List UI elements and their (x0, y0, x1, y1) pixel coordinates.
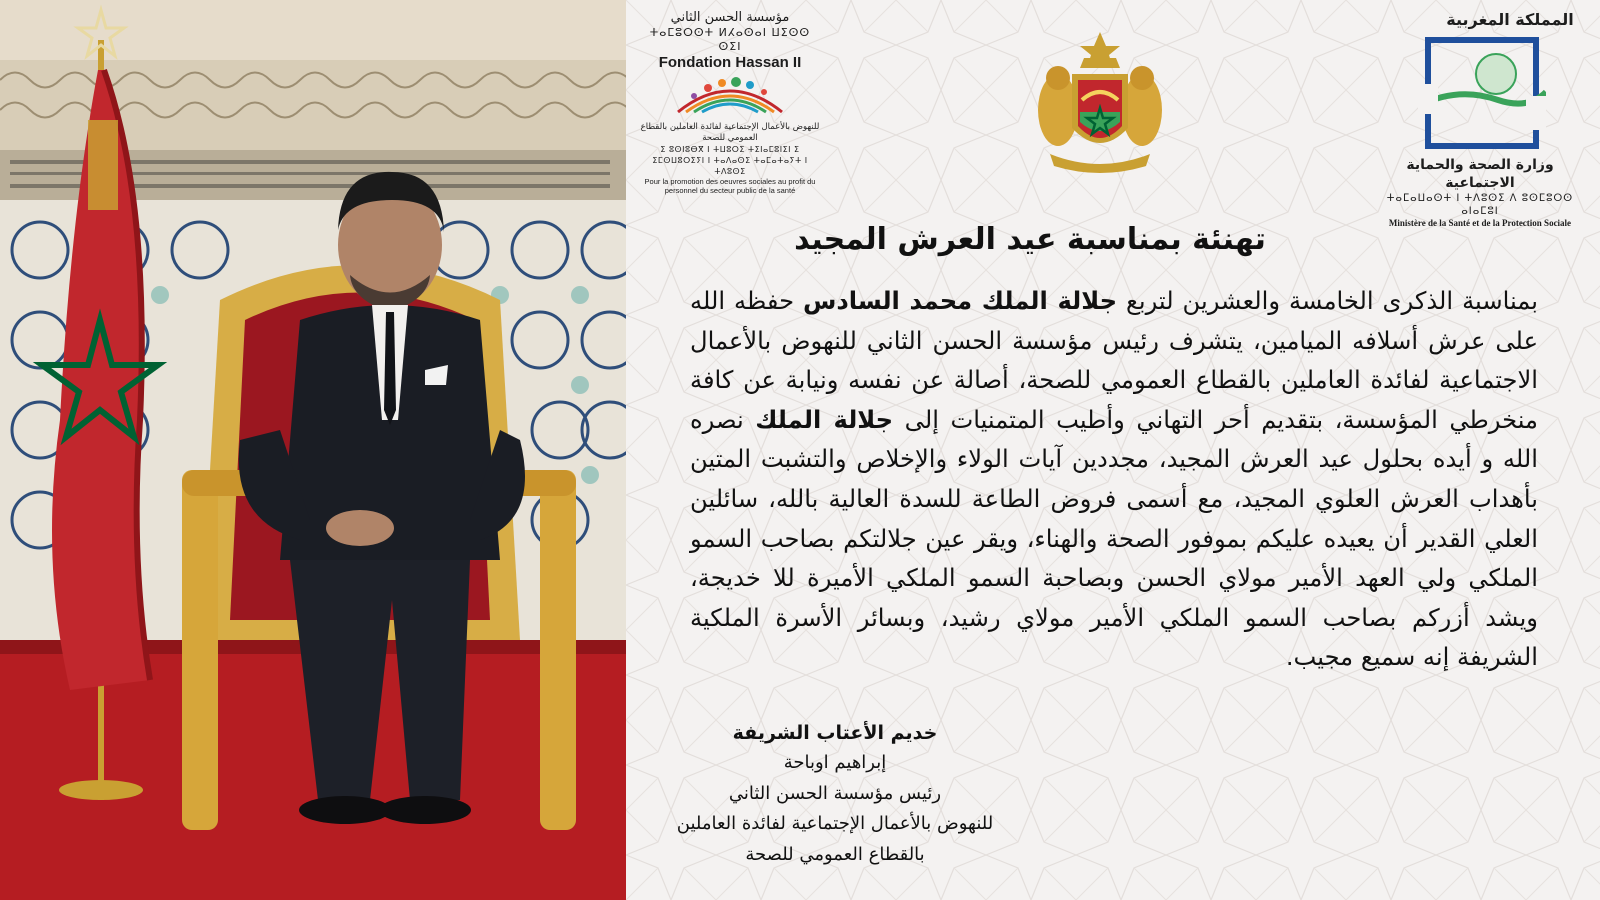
foundation-arabic-name: مؤسسة الحسن الثاني (670, 10, 790, 25)
message-part-3: نصره الله و أيده بحلول عيد العرش المجيد، مجددين آيات الولاء والإخلاص والتشبت المتين بأهداب العرش العلوي المجيد، مع أسمى فروض الطاعة للسدة العالية بالله، سائلين العلي القدير أن يعيده عليكم بموفور الصحة والهناء، ويقر عين جلالتكم بصاحب السمو الملكي ولي العهد الأمير مولاي الحسن وبصاحبة السمو الملكي الأميرة للا خديجة، ويشد أزركم بصاحب السمو الملكي الأمير مولاي رشيد، وبسائر الأسرة الملكية الشريفة إنه سميع مجيب. (690, 405, 1538, 672)
signature-role-line-2: للنهوض بالأعمال الإجتماعية لفائدة العاملين (676, 813, 994, 834)
foundation-latin-name: Fondation Hassan II (658, 54, 802, 71)
king-name: جلالة الملك محمد السادس (802, 287, 1118, 315)
message-part-2: حفظه الله على عرش أسلافه الميامين، يتشرف رئيس مؤسسة الحسن الثاني للنهوض بالأعمال الاجتماعية لفائدة العاملين بالقطاع العمومي للصحة، أصالة عن نفسه ونيابة عن كافة منخرطي المؤسسة، بتقديم أحر التهاني وأطيب المتمنيات إلى (690, 287, 1538, 434)
ministry-french-name: Ministère de la Santé et de la Protection Sociale (1388, 218, 1572, 228)
moroccan-coat-of-arms-icon (1030, 28, 1170, 178)
congratulation-message (690, 282, 1538, 678)
foundation-logo (640, 10, 820, 210)
ministry-logo (1370, 10, 1590, 228)
foundation-subtitle-arabic: للنهوض بالأعمال الإجتماعية لفائدة العاملين بالقطاع العمومي للصحة (640, 122, 820, 143)
ministry-emblem-icon (1418, 34, 1546, 152)
foundation-subtitle-french: Pour la promotion des oeuvres sociales au profit du personnel du secteur public de la santé (644, 177, 816, 195)
signature-role-line-3: بالقطاع العمومي للصحة (745, 843, 925, 865)
king-short-name: جلالة الملك (755, 405, 894, 434)
signature-block (640, 718, 1030, 870)
page-title: تهنئة بمناسبة عيد العرش المجيد (794, 222, 1266, 257)
foundation-arcs-icon (670, 76, 790, 116)
foundation-tifinagh-name: ⵜⴰⵎⵓⵔⵙⵜ ⵍⵃⴰⵙⴰⵏ ⵡⵉⵙⵙ ⵙⵉⵏ (649, 26, 811, 53)
foundation-subtitle-tifinagh: ⵉ ⵓⵙⵏⵓⴱⴳ ⵏ ⵜⵡⵓⵔⵉ ⵜⵉⵏⴰⵎⵓⵏⵉⵏ ⵉ ⵉⵎⵙⵡⵓⵔⵉⵢⵏ ⵏ ⵜⴰⴷⴰⵙⵉ ⵜⴰⵎⴰⵜⴰⵢⵜ ⵏ ⵜⴷⵓⵙⵉ (652, 145, 808, 176)
message-part-1: بمناسبة الذكرى الخامسة والعشرين لتربع (1117, 287, 1538, 315)
signature-title: خديم الأعتاب الشريفة (732, 722, 938, 744)
ministry-tifinagh-name: ⵜⴰⵎⴰⵡⴰⵙⵜ ⵏ ⵜⴷⵓⵙⵉ ⴷ ⵓⵙⵎⵓⵔⵙ ⴰⵏⴰⵎⵓⵏ (1386, 193, 1574, 217)
signature-name: إبراهيم اوباحة (783, 752, 887, 773)
ministry-arabic-name: وزارة الصحة والحماية الاجتماعية (1406, 157, 1554, 191)
kingdom-arabic-name: المملكة المغربية (1446, 10, 1574, 29)
royal-portrait-photo (0, 0, 626, 900)
signature-role-line-1: رئيس مؤسسة الحسن الثاني (728, 782, 942, 804)
